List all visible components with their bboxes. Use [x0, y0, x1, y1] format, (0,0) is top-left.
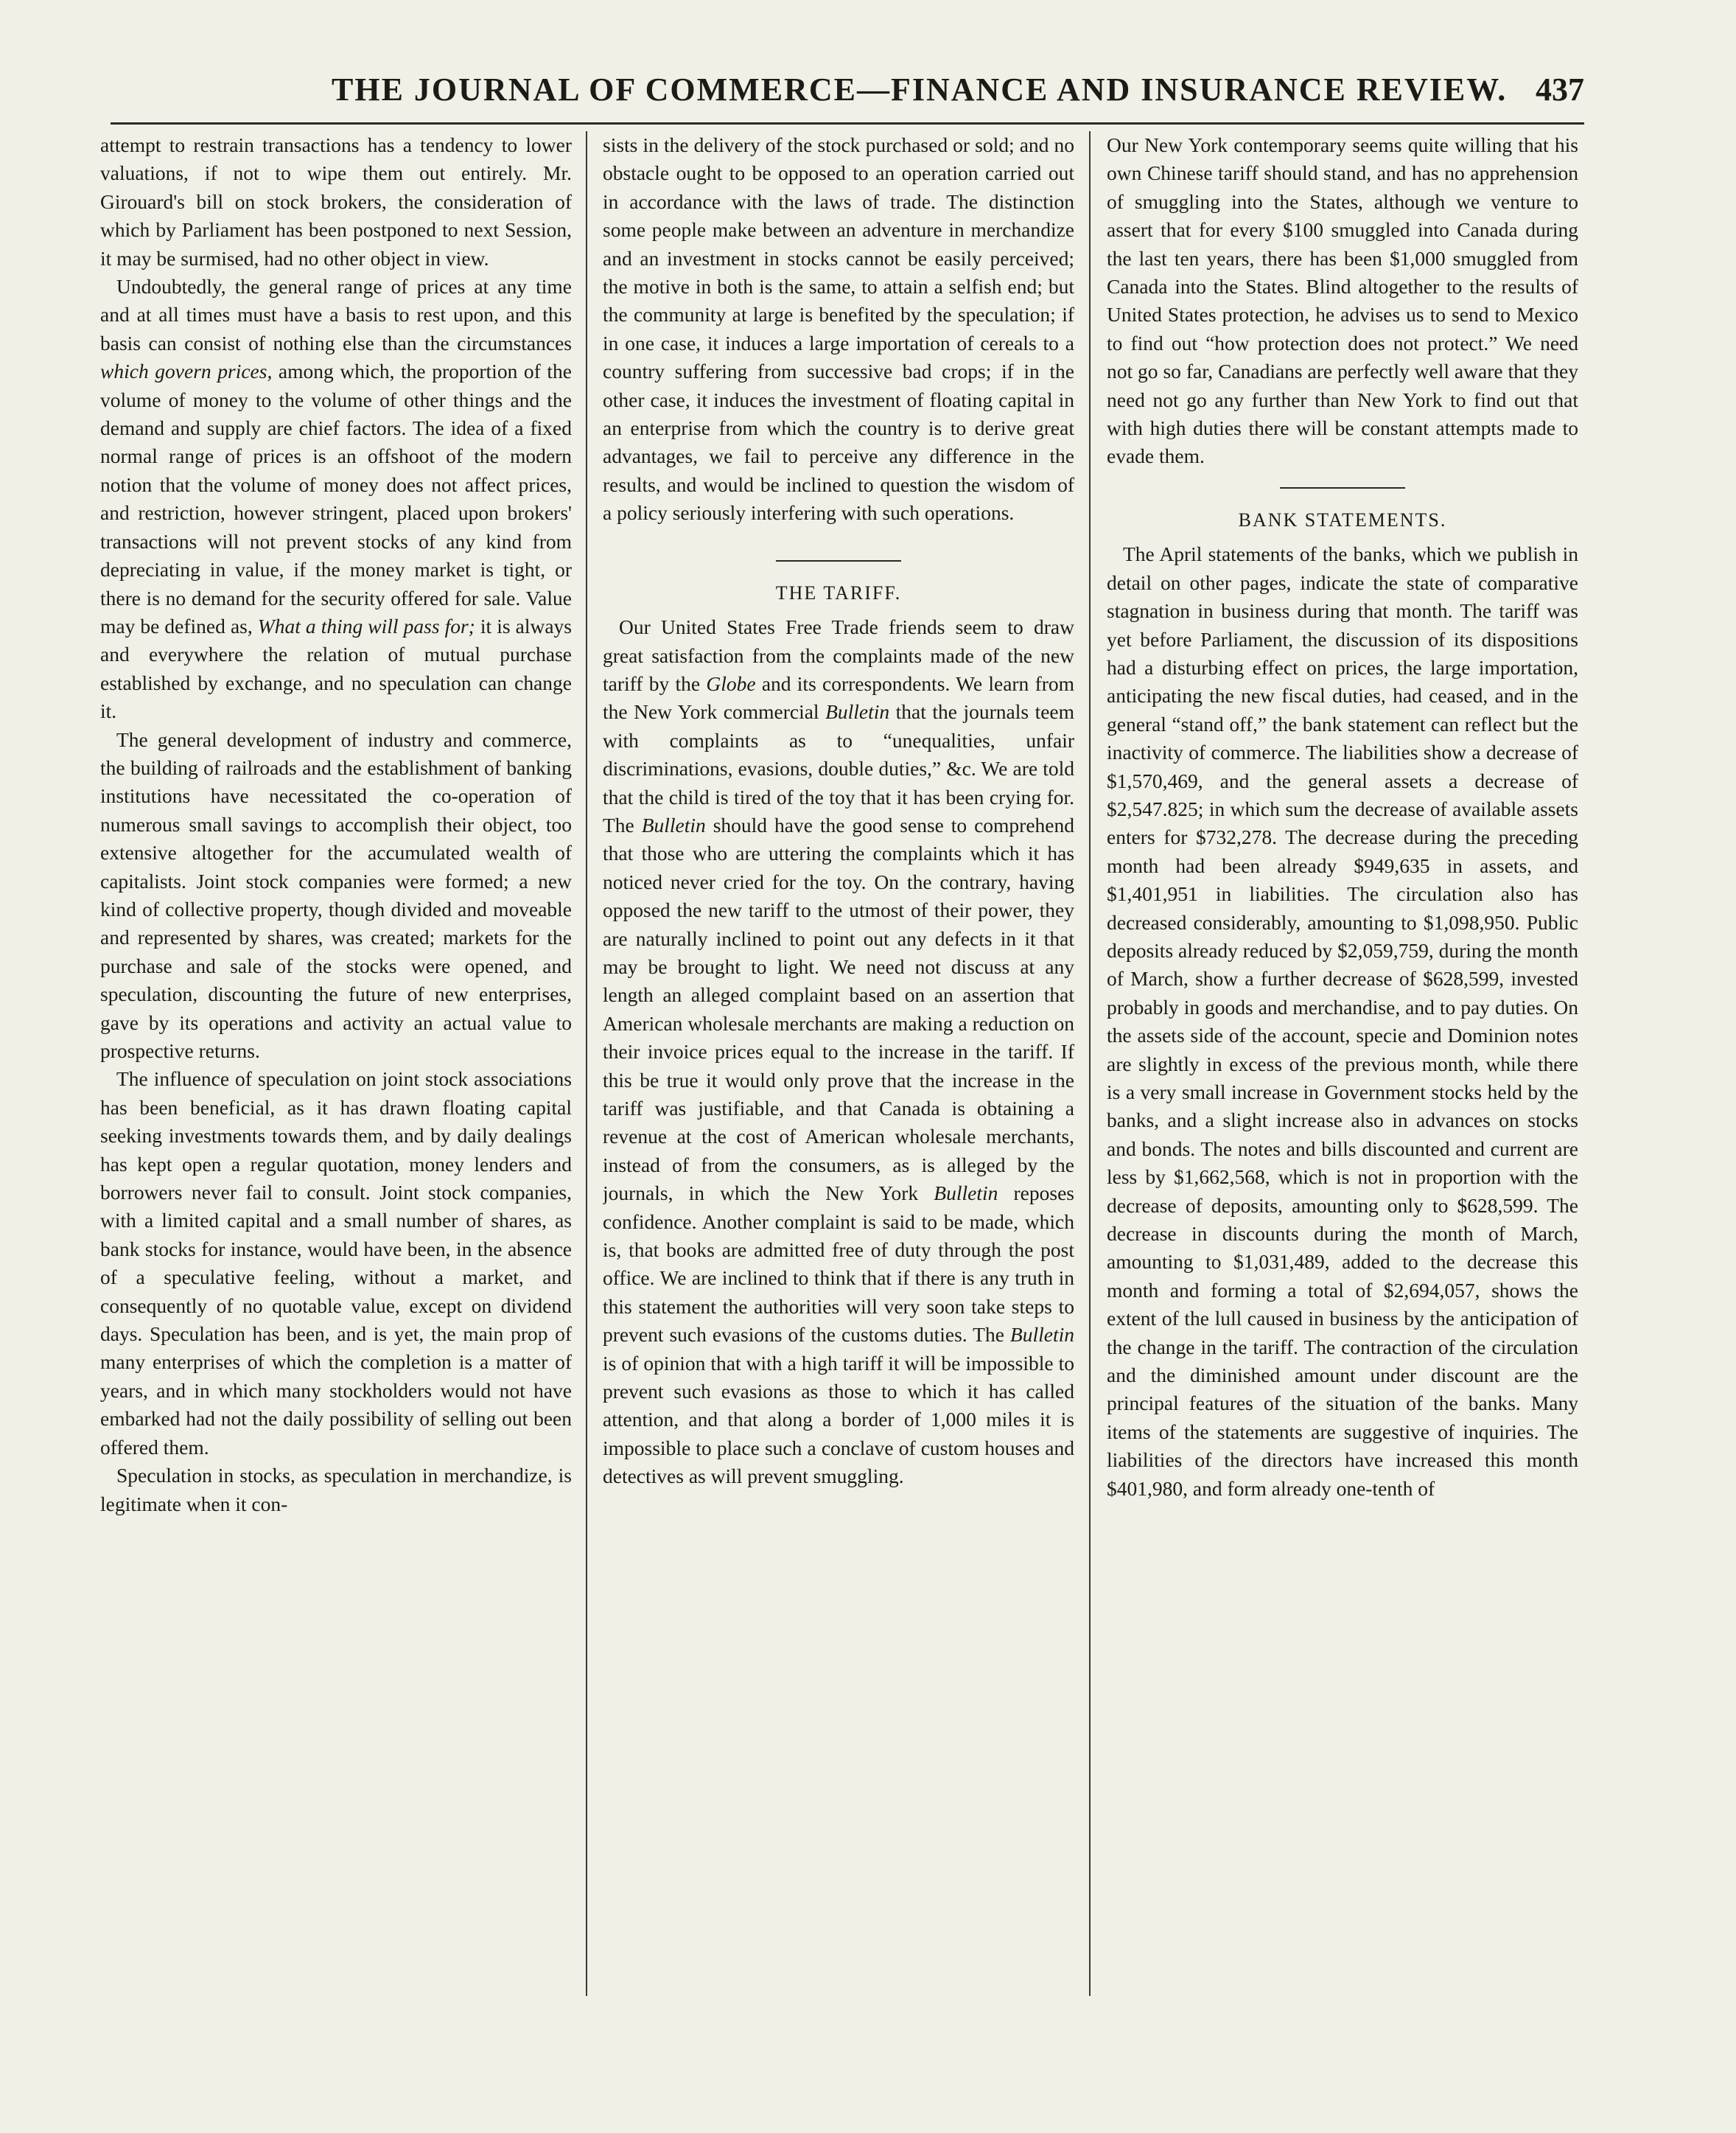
column-divider-1: [586, 131, 587, 1996]
journal-title: THE JOURNAL OF COMMERCE—FINANCE AND INSURANCE REVIEW.: [332, 71, 1508, 108]
text-run: should have the good sense to comprehend that those who are uttering the complaints which it has noticed never cried for the toy. On the contrary, having opposed the new tariff to the utmost of their power, they are naturally inclined to point out any defects in it that may be brought to light. We need not discuss at any length an alleged complaint based on an assertion that American wholesale merchants are making a reduction on their invoice prices equal to the increase in the tariff. If this be true it would only prove that the increase in the tariff was justifiable, and that Canada is obtaining a revenue at the cost of American wholesale merchants, instead of from the consumers, as is alleged by the journals, in which the New York: [603, 813, 1074, 1205]
italic-phrase: Bulletin: [1009, 1323, 1074, 1347]
paragraph: The April statements of the banks, which we publish in detail on other pages, indicate the state of comparative stagnation in business during that month. The tariff was yet before Parliament, the discussion of its dispositions had a disturbing effect on prices, the large importation, anticipating the new fiscal duties, had ceased, and in the general “stand off,” the bank statement can reflect but the inactivity of commerce. The liabilities show a decrease of $1,570,469, and the general assets a decrease of $2,547.825; in which sum the decrease of available assets enters for $732,278. The decrease during the preceding month had been already $949,635 in assets, and $1,401,951 in liabilities. The circulation also has decreased considerably, amounting to $1,098,950. Public deposits already reduced by $2,059,759, during the month of March, show a further decrease of $628,599, invested probably in goods and merchandise, and to pay duties. On the assets side of the account, specie and Dominion notes are slightly in excess of the previous month, while there is a very small increase in Government stocks held by the banks, and a slight increase also in advances on stocks and bonds. The notes and bills discounted and current are less by $1,662,568, which is not in proportion with the decrease of deposits, amounting only to $628,599. The decrease in discounts during the month of March, amounting to $1,031,489, added to the decrease this month and forming a total of $2,694,057, shows the extent of the lull caused in business by the anticipation of the change in the tariff. The contraction of the circulation and the diminished amount under discount are the principal features of the situation of the banks. Many items of the statements are suggestive of inquiries. The liabilities of the directors have increased this month $401,980, and form already one-tenth of: [1107, 542, 1578, 1500]
paragraph: sists in the delivery of the stock purchased or sold; and no obstacle ought to be opposed to an operation carried out in accordance with the laws of trade. The distinction some people make between an adventure in merchandize and an investment in stocks cannot be easily perceived; the motive in both is the same, to attain a selfish end; but the community at large is benefited by the speculation; if in one case, it induces a large importation of cereals to a country suffering from successive bad crops; if in the other case, it induces the investment of floating capital in an enterprise from which the country is to derive great advantages, we fail to perceive any difference in the results, and would be inclined to question the wisdom of a policy seriously interfering with such operations.: [603, 133, 1074, 525]
page-number: 437: [1536, 71, 1584, 108]
paragraph: The influence of speculation on joint stock associations has been beneficial, as it has drawn floating capital seeking investments towards them, and by daily dealings has kept open a regular quotation, money lenders and borrowers never fail to consult. Joint stock companies, with a limited capital and a small number of shares, as bank stocks for instance, would have been, in the absence of a speculative feeling, without a market, and consequently of no quotable value, except on dividend days. Speculation has been, and is yet, the main prop of many enterprises of which the completion is a matter of years, and in which many stockholders would not have embarked had not the daily possibility of selling out been offered them.: [100, 1067, 572, 1459]
paragraph: Our New York contemporary seems quite willing that his own Chinese tariff should stand, and has no apprehension of smuggling into the States, although we venture to assert that for every $100 smuggled into Canada during the last ten years, there has been $1,000 smuggled from Canada into the States. Blind altogether to the results of United States protection, he advises us to send to Mexico to find out “how protection does not protect.” We need not go so far, Canadians are perfectly well aware that they need not go any further than New York to find out that with high duties there will be constant attempts made to evade them.: [1107, 133, 1578, 468]
text-run: reposes confidence. Another complaint is said to be made, which is, that books are admitted free of duty through the post office. We are inclined to think that if there is any truth in this statement the authorities will very soon take steps to prevent such evasions of the customs duties. The: [603, 1181, 1074, 1347]
paragraph: [603, 613, 1074, 1491]
section-separator: [776, 560, 901, 562]
paragraph: Speculation in stocks, as speculation in merchandize, is legitimate when it con-: [100, 1464, 572, 1515]
column-1: [100, 131, 572, 1996]
italic-phrase: Globe: [706, 671, 756, 695]
page-header: [111, 63, 1584, 125]
text-run: among which, the proportion of the volume of money to the volume of other things and the demand and supply are chief factors. The idea of a fixed normal range of prices is an offshoot of the modern notion that the volume of money does not affect prices, and restriction, however stringent, placed upon brokers' transactions will not prevent stocks of any kind from depreciating in value, if the money market is tight, or there is no demand for the security offered for sale. Value may be defined as,: [100, 360, 572, 638]
italic-phrase: Bulletin: [641, 813, 706, 837]
italic-phrase: What a thing will pass for;: [257, 614, 475, 638]
italic-phrase: which govern prices,: [100, 360, 273, 383]
column-3: [1107, 131, 1578, 1996]
column-divider-2: [1089, 131, 1091, 1996]
section-heading-bank-statements: BANK STATEMENTS.: [1238, 509, 1447, 531]
text-run: it is always and everywhere the relation of mutual purchase established by exchange, and no speculation can change it.: [100, 614, 572, 723]
paragraph: The general development of industry and commerce, the building of railroads and the establishment of banking institutions have necessitated the co-operation of numerous small savings to accomplish their object, too extensive altogether for the accumulated wealth of capitalists. Joint stock companies were formed; a new kind of collective property, though divided and moveable and represented by shares, was created; markets for the purchase and sale of the stocks were opened, and speculation, discounting the future of new enterprises, gave by its operations and activity an actual value to prospective returns.: [100, 727, 572, 1062]
text-run: is of opinion that with a high tariff it will be impossible to prevent such evasions as those to which it has called attention, and that along a border of 1,000 miles it is impossible to place such a conclave of custom houses and detectives as will prevent smuggling.: [603, 1351, 1074, 1488]
italic-phrase: Bulletin: [934, 1181, 998, 1205]
paragraph: attempt to restrain transactions has a tendency to lower valuations, if not to wipe them out entirely. Mr. Girouard's bill on stock brokers, the consideration of which by Parliament has been postponed to next Session, it may be surmised, had no other object in view.: [100, 133, 572, 270]
paragraph: [100, 273, 572, 726]
text-run: that the journals teem with complaints as to “unequalities, unfair discriminations, evasions, double duties,” &c. We are told that the child is tired of the toy that it has been crying for. The: [603, 700, 1074, 837]
italic-phrase: Bulletin: [825, 700, 890, 724]
section-separator: [1280, 487, 1405, 489]
text-run: Undoubtedly, the general range of prices at any time and at all times must have a basis to rest upon, and this basis can consist of nothing else than the circumstances: [100, 275, 572, 355]
section-heading-tariff: THE TARIFF.: [775, 582, 902, 604]
column-2: [603, 131, 1074, 1996]
text-run: Our United States Free Trade friends seem to draw great satisfaction from the complaints made of the new tariff by the: [603, 615, 1074, 695]
text-run: and its correspondents. We learn from the New York commercial: [603, 671, 1074, 724]
